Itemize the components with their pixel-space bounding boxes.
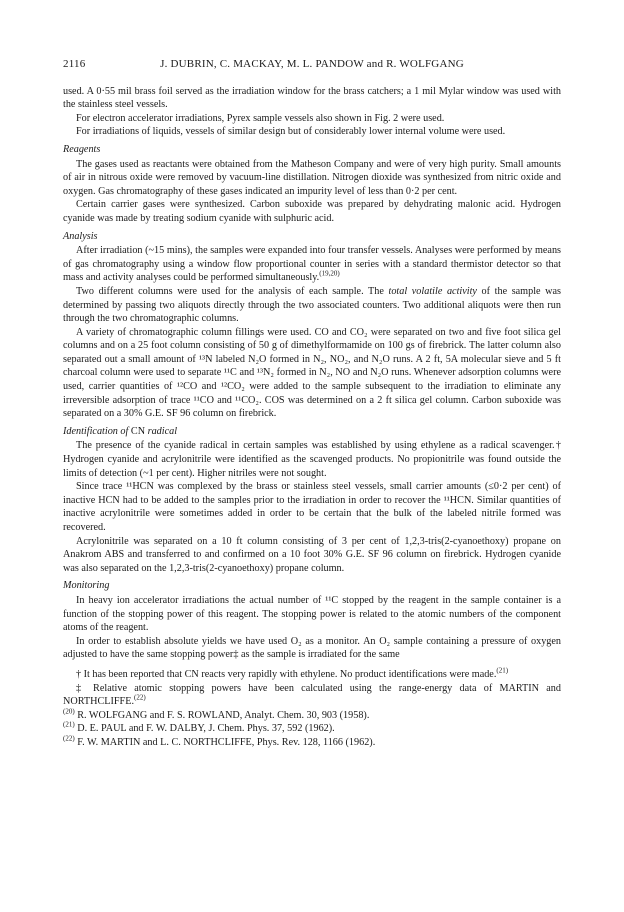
section-heading-reagents: Reagents [63,143,101,155]
heading-text: Identification of [63,425,129,437]
paragraph: For electron accelerator irradiations, Pyrex sample vessels also shown in Fig. 2 were used. [76,112,445,124]
heading-text: CN [128,425,148,437]
running-head: J. DUBRIN, C. MACKAY, M. L. PANDOW and R. WOLFGANG [160,58,464,70]
reference-tag: (20) [63,707,75,716]
paragraph: The gases used as reactants were obtained from the Matheson Company and were of very high purity. Small amounts of air in nitrous oxide were removed by vacuum-line distillation. Nitrogen dioxide was synthesized from nitric oxide and oxygen. Gas chromatography of these gases indicated an impurity level of less than 0·2 per cent. [63,158,561,197]
reference-tag: (22) [63,734,75,743]
paragraph-text: Two different columns were used for the analysis of each sample. The [76,285,389,297]
paragraph: For irradiations of liquids, vessels of similar design but of considerably lower internal volume were used. [76,126,506,138]
paragraph-text: of the sample was determined by passing two aliquots directly through the two associated counters. Two additional aliquots were then run through the two chromatographic columns. [63,285,562,325]
reference-text: R. WOLFGANG and F. S. ROWLAND, Analyt. Chem. 30, 903 (1958). [77,709,370,721]
paragraph: Acrylonitrile was separated on a 10 ft column consisting of 3 per cent of 1,2,3-tris(2-cyanoethoxy) propane on Anakrom ABS and transferred to and confirmed on a 10 foot 30% G.E. SF 96 column on firebrick. Hydrogen cyanide was also separated on the 1,2,3-tris(2-cyanoethoxy) propane column. [63,535,561,574]
footnote [63,682,561,709]
footnote-text: ‡ Relative atomic stopping powers have been calculated using the range-energy data of MARTIN and NORTHCLIFFE. [63,682,561,708]
reference-text: F. W. MARTIN and L. C. NORTHCLIFFE, Phys. Rev. 128, 1166 (1962). [77,736,376,748]
paragraph: A variety of chromatographic column fillings were used. CO and CO₂ were separated on two and five foot silica gel columns and on a 25 foot column consisting of 50 g of dimethylformamide on 100 gs of firebrick. The latter column also separated out a small amount of ¹³N labeled N₂O formed in N₂, NO₂, and N₂O runs. A 2 ft, 5A molecular sieve and 5 ft charcoal column were used to separate ¹¹C and ¹³N₂ formed in N₂, NO and N₂O runs. Whenever adsorption columns were used, carrier quantities of ¹²CO and ¹²CO₂ were added to the sample subsequent to the irradiation to eliminate any irreversible adsorption of trace ¹¹CO and ¹¹CO₂. COS was determined on a 2 ft silica gel column. Carbon suboxide was separated on a 30% G.E. SF 96 column on firebrick. [63,326,561,420]
footnote [63,668,561,682]
section-heading-monitoring: Monitoring [63,580,110,592]
reference-item [63,736,561,750]
paragraph [63,244,561,285]
footnote-text: † It has been reported that CN reacts very rapidly with ethylene. No product identifications were made. [76,668,497,680]
paragraph: In heavy ion accelerator irradiations the actual number of ¹¹C stopped by the reagent in the sample container is a function of the stopping power of this reagent. The stopping power is related to the atomic numbers of the component atoms of the reagent. [63,594,561,634]
page-number: 2116 [63,58,86,70]
reference-list [63,709,561,750]
paragraph: Certain carrier gases were synthesized. Carbon suboxide was prepared by dehydrating malonic acid. Hydrogen cyanide was made by treating sodium cyanide with sulphuric acid. [63,199,561,224]
citation-superscript: (21) [496,666,509,675]
citation-superscript: (22) [134,693,146,702]
paragraph: The presence of the cyanide radical in certain samples was established by using ethylene as a radical scavenger.† Hydrogen cyanide and acrylonitrile were identified as the scavenged products. No propionitrile was found outside the limits of detection (~1 per cent). Higher nitriles were not sought. [63,440,561,479]
reference-item [63,709,561,723]
paragraph [63,285,561,326]
paragraph-text: After irradiation (~15 mins), the samples were expanded into four transfer vessels. Analyses were performed by means of gas chromatography using a window flow proportional counter in series with a standard thermistor detector so that mass and activity analyses could be performed simultaneously. [63,245,561,284]
paragraph: In order to establish absolute yields we have used O₂ as a monitor. An O₂ sample containing a pressure of oxygen adjusted to have the same stopping power‡ as the sample is irradiated for the same [63,635,561,661]
section-heading-analysis: Analysis [63,230,98,242]
paragraph: used. A 0·55 mil brass foil served as the irradiation window for the brass catchers; a 1 mil Mylar window was used with the stainless steel vessels. [63,85,561,111]
heading-text: radical [147,425,178,437]
reference-text: D. E. PAUL and F. W. DALBY, J. Chem. Phys. 37, 592 (1962). [77,723,335,735]
section-heading-cn-radical [63,425,561,439]
emphasis-text: total volatile activity [388,285,477,297]
paragraph: Since trace ¹¹HCN was complexed by the brass or stainless steel vessels, small carrier amounts (≤0·2 per cent) of inactive HCN had to be added to the samples prior to the irradiation in order to recover the ¹¹HCN. Similar quantities of inactive acrylonitrile were sometimes added in order to be certain that the bulk of the labeled nitrile formed was recovered. [63,481,561,533]
citation-superscript: (19,20) [319,269,340,278]
reference-tag: (21) [63,720,75,729]
reference-item [63,722,561,736]
page-header [63,58,561,72]
